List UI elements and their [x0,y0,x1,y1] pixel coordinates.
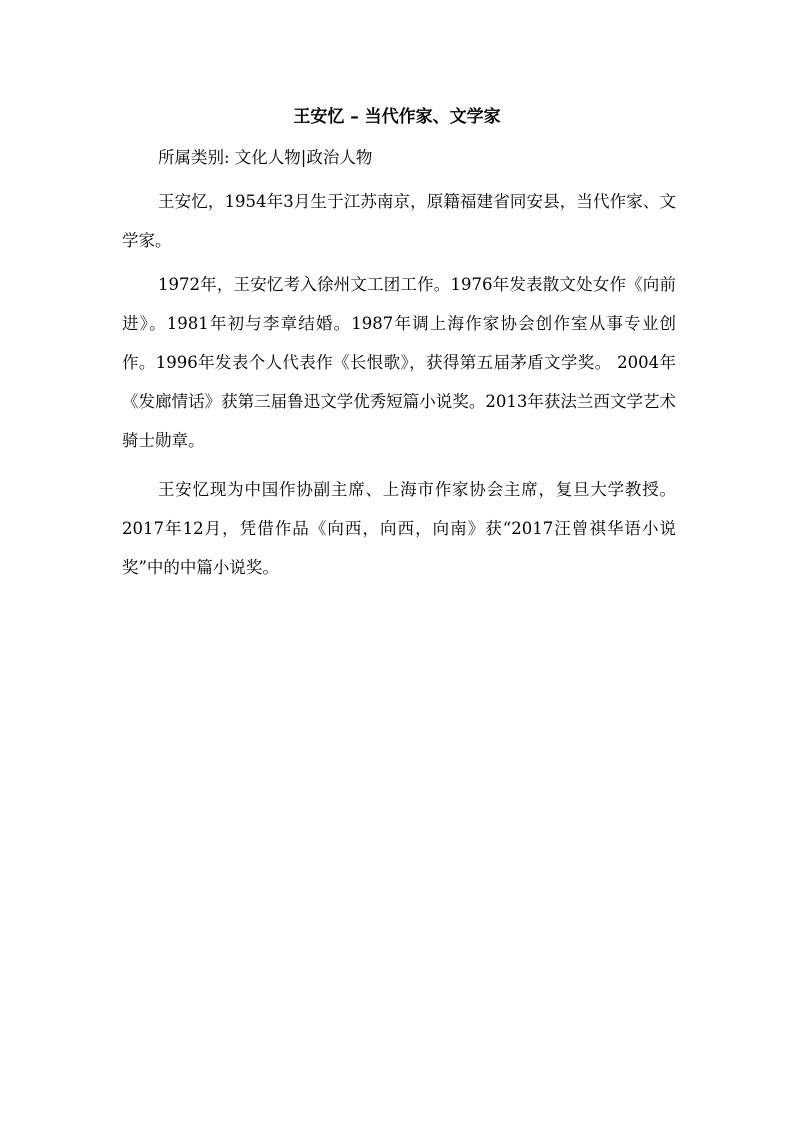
paragraph-career: 1972年，王安忆考入徐州文工团工作。1976年发表散文处女作《向前进》。1981年初与李章结婚。1987年调上海作家协会创作室从事专业创作。1996年发表个人代表作《长恨歌》，获得第五届茅盾文学奖。 2004年《发廊情话》获第三届鲁迅文学优秀短篇小说奖。2013年获法兰西文学艺术骑士勋章。 [122,275,676,450]
document-title: 王安忆 – 当代作家、文学家 [293,107,501,127]
category-line: 所属类别: 文化人物|政治人物 [158,148,373,167]
paragraph-intro: 王安忆，1954年3月生于江苏南京，原籍福建省同安县，当代作家、文学家。 [122,192,676,250]
paragraph-current: 王安忆现为中国作协副主席、上海市作家协会主席，复旦大学教授。2017年12月，凭借作品《向西，向西，向南》获“2017汪曾祺华语小说奖”中的中篇小说奖。 [122,480,676,577]
